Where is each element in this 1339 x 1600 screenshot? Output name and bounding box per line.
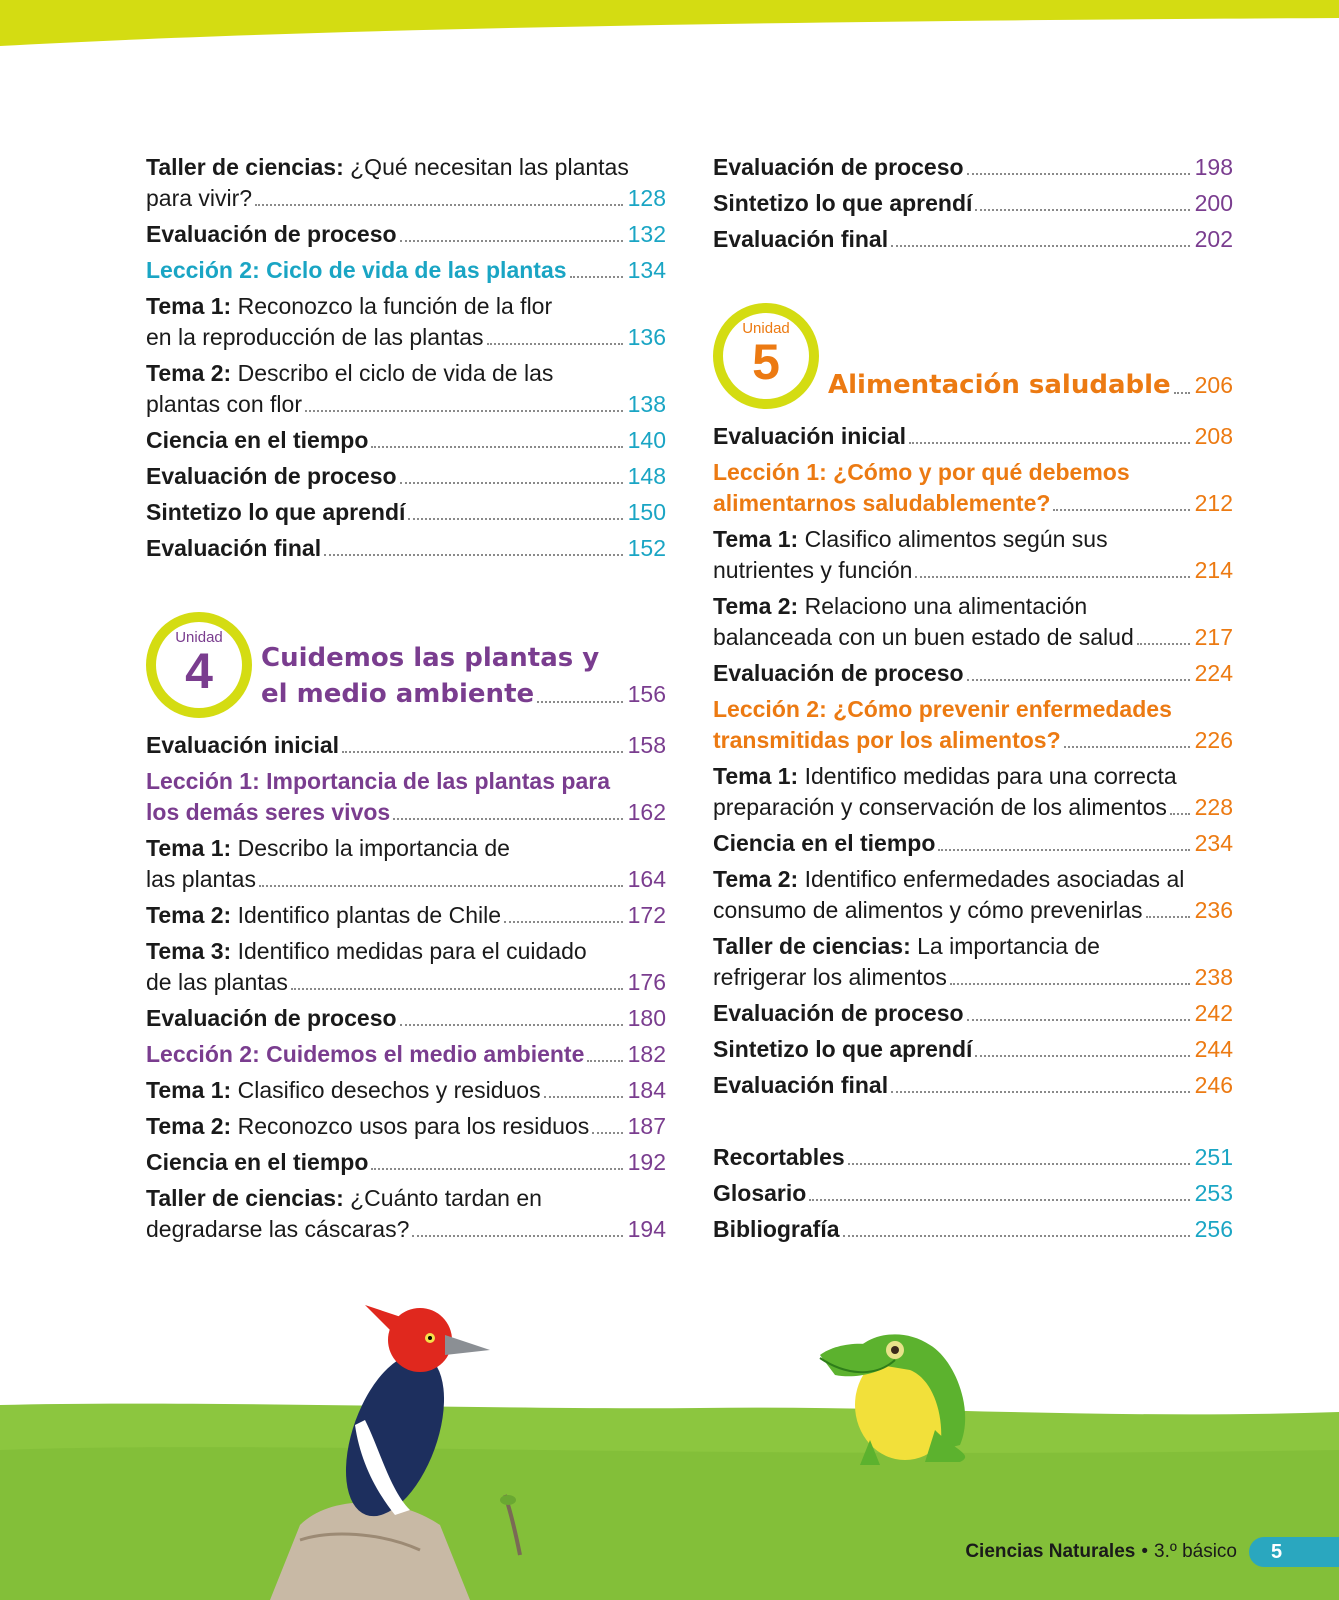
page-number-ref: 164	[627, 866, 666, 892]
page-number-ref: 134	[627, 257, 666, 283]
leader-dots	[342, 751, 623, 753]
unit-4-header[interactable]	[146, 612, 666, 722]
entry-title: Evaluación inicial	[713, 423, 907, 449]
leader-dots	[305, 410, 623, 412]
page-number-ref: 136	[627, 324, 666, 350]
entry-title: Tema 1:	[146, 835, 232, 861]
footer-bullet: •	[1141, 1541, 1148, 1562]
page-number-ref: 140	[627, 427, 666, 453]
toc-entry[interactable]	[713, 1070, 1233, 1101]
entry-title: Ciencia en el tiempo	[146, 427, 369, 453]
leader-dots	[400, 1024, 623, 1026]
unit-title-line1: Cuidemos las plantas y	[261, 643, 600, 673]
toc-entry[interactable]	[146, 1111, 666, 1142]
leader-dots	[412, 1235, 622, 1237]
leader-dots	[1064, 746, 1190, 748]
toc-entry[interactable]	[146, 730, 666, 761]
toc-entry[interactable]	[146, 833, 666, 895]
entry-title: Lección 2: ¿Cómo prevenir enfermedades	[713, 696, 1172, 722]
entry-text-cont: las plantas	[146, 866, 256, 892]
leader-dots	[408, 518, 622, 520]
toc-entry[interactable]	[146, 497, 666, 528]
toc-entry[interactable]	[713, 931, 1233, 993]
entry-text: ¿Qué necesitan las plantas	[343, 154, 629, 180]
entry-title: Evaluación de proceso	[713, 1000, 964, 1026]
entry-text: Identifico medidas para el cuidado	[231, 938, 587, 964]
page-number-ref: 212	[1194, 490, 1233, 516]
entry-title: Lección 1: ¿Cómo y por qué debemos	[713, 459, 1130, 485]
toc-entry[interactable]	[146, 358, 666, 420]
leader-dots	[967, 1019, 1190, 1021]
page-number-ref: 244	[1194, 1036, 1233, 1062]
entry-text: Clasifico desechos y residuos	[231, 1077, 541, 1103]
leader-dots	[537, 701, 622, 703]
leader-dots	[1170, 813, 1190, 815]
leader-dots	[393, 818, 622, 820]
unit-number: 4	[185, 643, 213, 699]
entry-title: Tema 1:	[146, 293, 232, 319]
entry-title: Lección 1: Importancia de las plantas para	[146, 768, 610, 794]
unit-label: Unidad	[742, 320, 790, 337]
toc-entry[interactable]	[713, 591, 1233, 653]
entry-title: Evaluación de proceso	[146, 1005, 397, 1031]
page-number-ref: 224	[1194, 660, 1233, 686]
toc-entry[interactable]	[713, 1214, 1233, 1245]
entry-text-cont: en la reproducción de las plantas	[146, 324, 484, 350]
toc-entry[interactable]	[713, 828, 1233, 859]
entry-title: Ciencia en el tiempo	[713, 830, 936, 856]
page-number-ref: 214	[1194, 557, 1233, 583]
leader-dots	[843, 1235, 1190, 1237]
leader-dots	[259, 885, 623, 887]
unit-4-title	[261, 640, 666, 712]
page-number-ref: 208	[1194, 423, 1233, 449]
entry-text: Identifico medidas para una correcta	[798, 763, 1177, 789]
unit-title-line2: el medio ambiente	[261, 679, 535, 709]
entry-title: Taller de ciencias:	[146, 1185, 344, 1211]
page-footer	[965, 1537, 1339, 1567]
toc-entry[interactable]	[713, 457, 1233, 519]
page-number-ref: 148	[627, 463, 666, 489]
toc-entry[interactable]	[713, 864, 1233, 926]
toc-entry[interactable]	[713, 421, 1233, 452]
page-number-ref: 238	[1194, 964, 1233, 990]
entry-title: Glosario	[713, 1180, 807, 1206]
page-number-ref: 242	[1194, 1000, 1233, 1026]
toc-entry[interactable]	[713, 761, 1233, 823]
entry-title: Taller de ciencias:	[713, 933, 911, 959]
page-number-ref: 180	[627, 1005, 666, 1031]
toc-entry[interactable]	[146, 1039, 666, 1070]
leader-dots	[967, 173, 1190, 175]
toc-entry[interactable]	[146, 291, 666, 353]
unit-label: Unidad	[175, 629, 223, 646]
page-number-ref: 176	[627, 969, 666, 995]
entry-title: Evaluación de proceso	[146, 463, 397, 489]
page-number: 5	[1249, 1537, 1339, 1567]
leader-dots	[809, 1199, 1189, 1201]
entry-title: Tema 2:	[146, 360, 232, 386]
entry-text: Identifico enfermedades asociadas al	[798, 866, 1185, 892]
unit-page: 156	[627, 681, 666, 707]
leader-dots	[1053, 509, 1189, 511]
entry-title: Evaluación final	[146, 535, 322, 561]
toc-right-column	[713, 152, 1233, 1250]
toc-entry[interactable]	[146, 461, 666, 492]
leader-dots	[950, 983, 1190, 985]
leader-dots	[570, 276, 623, 278]
page-number-ref: 226	[1194, 727, 1233, 753]
leader-dots	[400, 482, 623, 484]
leader-dots	[324, 554, 623, 556]
entry-text-cont: alimentarnos saludablemente?	[713, 490, 1051, 516]
leader-dots	[848, 1163, 1190, 1165]
entry-title: Taller de ciencias:	[146, 154, 344, 180]
page-number-ref: 251	[1194, 1144, 1233, 1170]
entry-title: Lección 2: Cuidemos el medio ambiente	[146, 1041, 585, 1067]
page-number-ref: 200	[1194, 190, 1233, 216]
toc-entry[interactable]	[713, 188, 1233, 219]
entry-text-cont: degradarse las cáscaras?	[146, 1216, 410, 1242]
toc-left-column	[146, 152, 666, 1250]
leader-dots	[291, 988, 623, 990]
entry-title: Tema 2:	[146, 902, 232, 928]
page-number-ref: 194	[627, 1216, 666, 1242]
toc-entry[interactable]	[146, 219, 666, 250]
entry-title: Lección 2: Ciclo de vida de las plantas	[146, 257, 567, 283]
page-number-ref: 236	[1194, 897, 1233, 923]
footer-grade: 3.º básico	[1154, 1541, 1237, 1562]
entry-text-cont: nutrientes y función	[713, 557, 913, 583]
page-number-ref: 158	[627, 732, 666, 758]
toc-entry[interactable]	[713, 224, 1233, 255]
unit-title-line1: Alimentación saludable	[828, 370, 1171, 400]
entry-text-cont: balanceada con un buen estado de salud	[713, 624, 1134, 650]
entry-title: Tema 1:	[713, 763, 799, 789]
toc-entry[interactable]	[713, 1142, 1233, 1173]
page-number-ref: 246	[1194, 1072, 1233, 1098]
toc-entry[interactable]	[713, 1034, 1233, 1065]
entry-title: Ciencia en el tiempo	[146, 1149, 369, 1175]
leader-dots	[1137, 643, 1190, 645]
page-number-ref: 138	[627, 391, 666, 417]
entry-title: Sintetizo lo que aprendí	[713, 1036, 973, 1062]
leader-dots	[1174, 392, 1190, 394]
leader-dots	[909, 442, 1190, 444]
footer-subject: Ciencias Naturales	[965, 1541, 1136, 1562]
entry-title: Tema 1:	[146, 1077, 232, 1103]
entry-title: Evaluación de proceso	[713, 154, 964, 180]
entry-text-cont: para vivir?	[146, 185, 253, 211]
leader-dots	[587, 1060, 622, 1062]
entry-text: Relaciono una alimentación	[798, 593, 1088, 619]
leader-dots	[487, 343, 623, 345]
entry-text: Describo la importancia de	[231, 835, 510, 861]
unit-number: 5	[752, 334, 780, 390]
leader-dots	[1146, 916, 1190, 918]
toc-entry[interactable]	[713, 524, 1233, 586]
toc-entry[interactable]	[146, 152, 666, 214]
entry-title: Tema 2:	[146, 1113, 232, 1139]
entry-text-cont: plantas con flor	[146, 391, 302, 417]
entry-text: Reconozco usos para los residuos	[231, 1113, 590, 1139]
unit-5-header[interactable]	[713, 303, 1233, 413]
page-number-ref: 187	[627, 1113, 666, 1139]
toc-entry[interactable]	[146, 425, 666, 456]
leader-dots	[592, 1132, 622, 1134]
leader-dots	[938, 849, 1189, 851]
entry-title: Evaluación final	[713, 226, 889, 252]
leader-dots	[915, 576, 1189, 578]
toc-entry[interactable]	[146, 1003, 666, 1034]
page-number-ref: 228	[1194, 794, 1233, 820]
page-number-ref: 253	[1194, 1180, 1233, 1206]
leader-dots	[544, 1096, 623, 1098]
entry-text: Identifico plantas de Chile	[231, 902, 501, 928]
leader-dots	[975, 1055, 1189, 1057]
leader-dots	[255, 204, 623, 206]
entry-text: ¿Cuánto tardan en	[343, 1185, 542, 1211]
leader-dots	[371, 1168, 622, 1170]
toc-entry[interactable]	[713, 1178, 1233, 1209]
toc-entry[interactable]	[713, 658, 1233, 689]
page-number-ref: 202	[1194, 226, 1233, 252]
unit-5-badge	[713, 303, 819, 409]
unit-4-badge	[146, 612, 252, 718]
toc-entry[interactable]	[146, 1147, 666, 1178]
page-number-ref: 132	[627, 221, 666, 247]
page-number-ref: 172	[627, 902, 666, 928]
entry-title: Sintetizo lo que aprendí	[713, 190, 973, 216]
page-number-ref: 162	[627, 799, 666, 825]
toc-entry[interactable]	[146, 1183, 666, 1245]
page-number-ref: 234	[1194, 830, 1233, 856]
entry-title: Recortables	[713, 1144, 845, 1170]
toc-entry[interactable]	[146, 766, 666, 828]
page-number-ref: 184	[627, 1077, 666, 1103]
toc-entry[interactable]	[713, 152, 1233, 183]
leader-dots	[967, 679, 1190, 681]
entry-title: Bibliografía	[713, 1216, 840, 1242]
leader-dots	[975, 209, 1189, 211]
entry-title: Tema 2:	[713, 866, 799, 892]
leader-dots	[891, 245, 1190, 247]
page-number-ref: 256	[1194, 1216, 1233, 1242]
entry-text-cont: refrigerar los alimentos	[713, 964, 947, 990]
page-number-ref: 182	[627, 1041, 666, 1067]
toc-entry[interactable]	[146, 533, 666, 564]
entry-text: Describo el ciclo de vida de las	[231, 360, 554, 386]
entry-title: Evaluación de proceso	[146, 221, 397, 247]
entry-title: Evaluación inicial	[146, 732, 340, 758]
page-number-ref: 152	[627, 535, 666, 561]
entry-title: Tema 2:	[713, 593, 799, 619]
entry-text-cont: preparación y conservación de los alimentos	[713, 794, 1167, 820]
entry-title: Evaluación de proceso	[713, 660, 964, 686]
toc-entry[interactable]	[146, 255, 666, 286]
toc-entry[interactable]	[146, 900, 666, 931]
page-number-ref: 198	[1194, 154, 1233, 180]
leader-dots	[504, 921, 623, 923]
entry-title: Tema 3:	[146, 938, 232, 964]
page-number-ref: 192	[627, 1149, 666, 1175]
top-yellow-band	[0, 0, 1339, 60]
toc-entry[interactable]	[713, 998, 1233, 1029]
toc-entry[interactable]	[146, 936, 666, 998]
entry-title: Tema 1:	[713, 526, 799, 552]
unit-page: 206	[1194, 372, 1233, 398]
page-number-ref: 128	[627, 185, 666, 211]
page-number-ref: 150	[627, 499, 666, 525]
entry-title: Sintetizo lo que aprendí	[146, 499, 406, 525]
leader-dots	[400, 240, 623, 242]
leader-dots	[371, 446, 622, 448]
page-number-ref: 217	[1194, 624, 1233, 650]
entry-text-cont: transmitidas por los alimentos?	[713, 727, 1061, 753]
entry-text-cont: de las plantas	[146, 969, 288, 995]
entry-text: Clasifico alimentos según sus	[798, 526, 1108, 552]
entry-text-cont: consumo de alimentos y cómo prevenirlas	[713, 897, 1143, 923]
unit-5-title	[828, 367, 1233, 403]
toc-entry[interactable]	[146, 1075, 666, 1106]
toc-entry[interactable]	[713, 694, 1233, 756]
entry-text: Reconozco la función de la flor	[231, 293, 553, 319]
leader-dots	[891, 1091, 1190, 1093]
entry-title: Evaluación final	[713, 1072, 889, 1098]
entry-text-cont: los demás seres vivos	[146, 799, 391, 825]
entry-text: La importancia de	[910, 933, 1100, 959]
